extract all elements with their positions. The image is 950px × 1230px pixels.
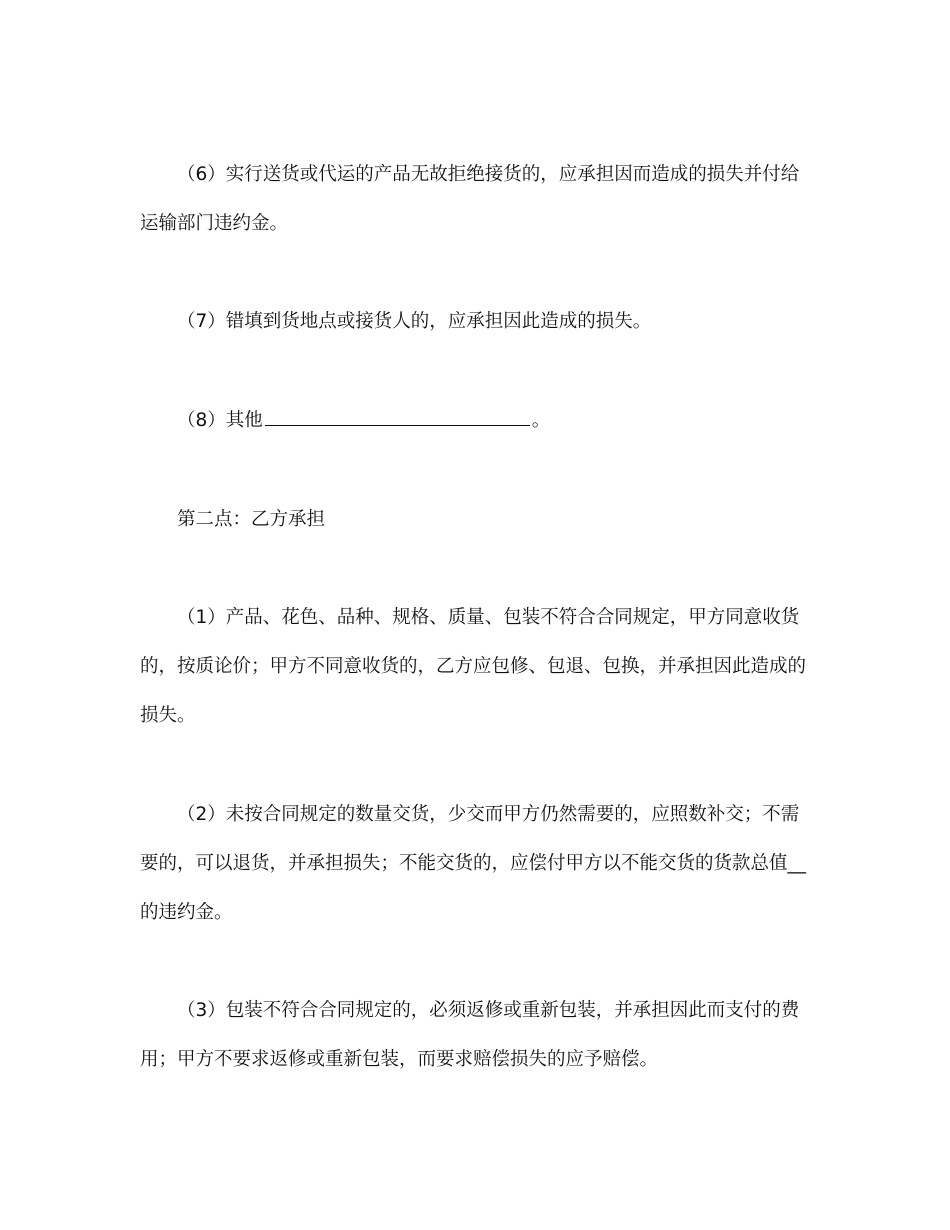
clause-7 — [140, 297, 815, 346]
party-b-clause-1-line-2: 的，按质论价；甲方不同意收货的，乙方应包修、包退、包换，并承担因此造成的 — [140, 656, 807, 677]
party-b-clause-2-line-1: （2）未按合同规定的数量交货，少交而甲方仍然需要的，应照数补交；不需 — [177, 804, 800, 825]
party-b-clause-2-line-3: 的违约金。 — [140, 902, 233, 923]
clause-8-prefix: （8）其他 — [177, 410, 263, 431]
clause-6 — [140, 150, 815, 248]
clause-6-line-1: （6）实行送货或代运的产品无故拒绝接货的，应承担因而造成的损失并付给 — [177, 164, 800, 185]
party-b-clause-1 — [140, 593, 815, 740]
party-b-clause-1-line-1: （1）产品、花色、品种、规格、质量、包装不符合合同规定，甲方同意收货 — [177, 607, 800, 628]
clause-7-line-1: （7）错填到货地点或接货人的，应承担因此造成的损失。 — [177, 311, 652, 332]
party-b-clause-1-line-3: 损失。 — [140, 705, 196, 726]
clause-8-suffix: 。 — [531, 410, 551, 431]
party-b-clause-2 — [140, 790, 815, 937]
party-b-clause-3-line-1: （3）包装不符合合同规定的，必须返修或重新包装，并承担因此而支付的费 — [177, 1000, 800, 1021]
fill-in-blank — [265, 403, 530, 426]
section-heading-party-b: 第二点：乙方承担 — [177, 509, 326, 530]
party-b-clause-3-line-2: 用；甲方不要求返修或重新包装，而要求赔偿损失的应予赔偿。 — [140, 1049, 659, 1070]
party-b-clause-3 — [140, 986, 815, 1084]
clause-8 — [140, 396, 815, 445]
clause-6-line-2: 运输部门违约金。 — [140, 213, 289, 234]
party-b-clause-2-line-2: 要的，可以退货，并承担损失；不能交货的，应偿付甲方以不能交货的货款总值__ — [140, 853, 807, 874]
clause-8-line-1 — [140, 396, 815, 445]
